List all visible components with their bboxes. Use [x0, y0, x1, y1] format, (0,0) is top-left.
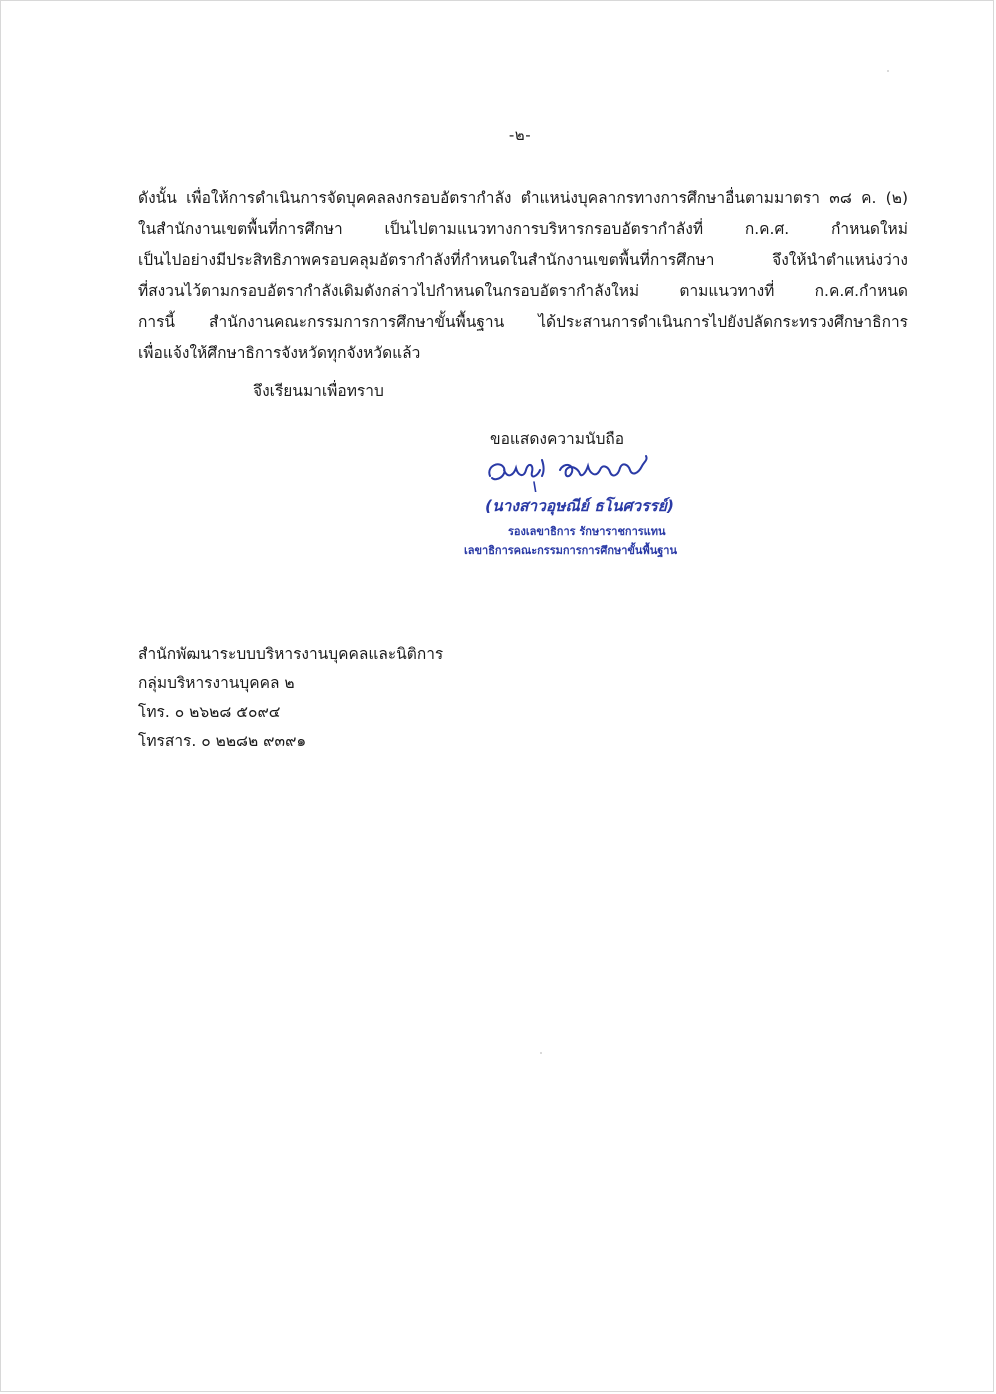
body-line: เป็นไปอย่างมีประสิทธิภาพครอบคลุมอัตรากำลังที่กำหนดในสำนักงานเขตพื้นที่การศึกษา จึงให้นำตำแหน่งว่าง	[138, 251, 908, 269]
signatory-position-2: เลขาธิการคณะกรรมการการศึกษาขั้นพื้นฐาน	[464, 544, 677, 557]
body-line: ดังนั้น เพื่อให้การดำเนินการจัดบุคคลลงกรอบอัตรากำลัง ตำแหน่งบุคลากรทางการศึกษาอื่นตามมาตรา ๓๘ ค. (๒)	[138, 189, 908, 207]
contact-block	[138, 640, 443, 756]
body-line: ที่สงวนไว้ตามกรอบอัตรากำลังเดิมดังกล่าวไปกำหนดในกรอบอัตรากำลังใหม่ ตามแนวทางที่ ก.ค.ศ.กำหนด	[138, 282, 908, 300]
group-name: กลุ่มบริหารงานบุคคล ๒	[138, 674, 295, 692]
body-line: การนี้ สำนักงานคณะกรรมการการศึกษาขั้นพื้นฐาน ได้ประสานการดำเนินการไปยังปลัดกระทรวงศึกษาธิการ	[138, 313, 908, 331]
scan-speck	[540, 1052, 542, 1054]
fax-number: โทรสาร. ๐ ๒๒๘๒ ๙๓๙๑	[138, 732, 307, 750]
body-line: ในสำนักงานเขตพื้นที่การศึกษา เป็นไปตามแนวทางการบริหารกรอบอัตรากำลังที่ ก.ค.ศ. กำหนดใหม่	[138, 220, 908, 238]
handwritten-signature	[482, 452, 652, 492]
office-name: สำนักพัฒนาระบบบริหารงานบุคคลและนิติการ	[138, 645, 444, 663]
signature-block	[430, 452, 730, 572]
closing-line: จึงเรียนมาเพื่อทราบ	[253, 382, 384, 400]
body-line: เพื่อแจ้งให้ศึกษาธิการจังหวัดทุกจังหวัดแล้ว	[138, 344, 421, 362]
page-number: -๒-	[508, 126, 532, 144]
scan-speck	[887, 70, 889, 72]
signatory-position: รองเลขาธิการ รักษาราชการแทน	[508, 525, 666, 538]
body-paragraph	[138, 183, 908, 369]
regards-line: ขอแสดงความนับถือ	[490, 430, 625, 448]
phone-number: โทร. ๐ ๒๖๒๘ ๕๐๙๔	[138, 703, 281, 721]
signatory-name: (นางสาวอุษณีย์ ธโนศวรรย์)	[485, 497, 674, 515]
